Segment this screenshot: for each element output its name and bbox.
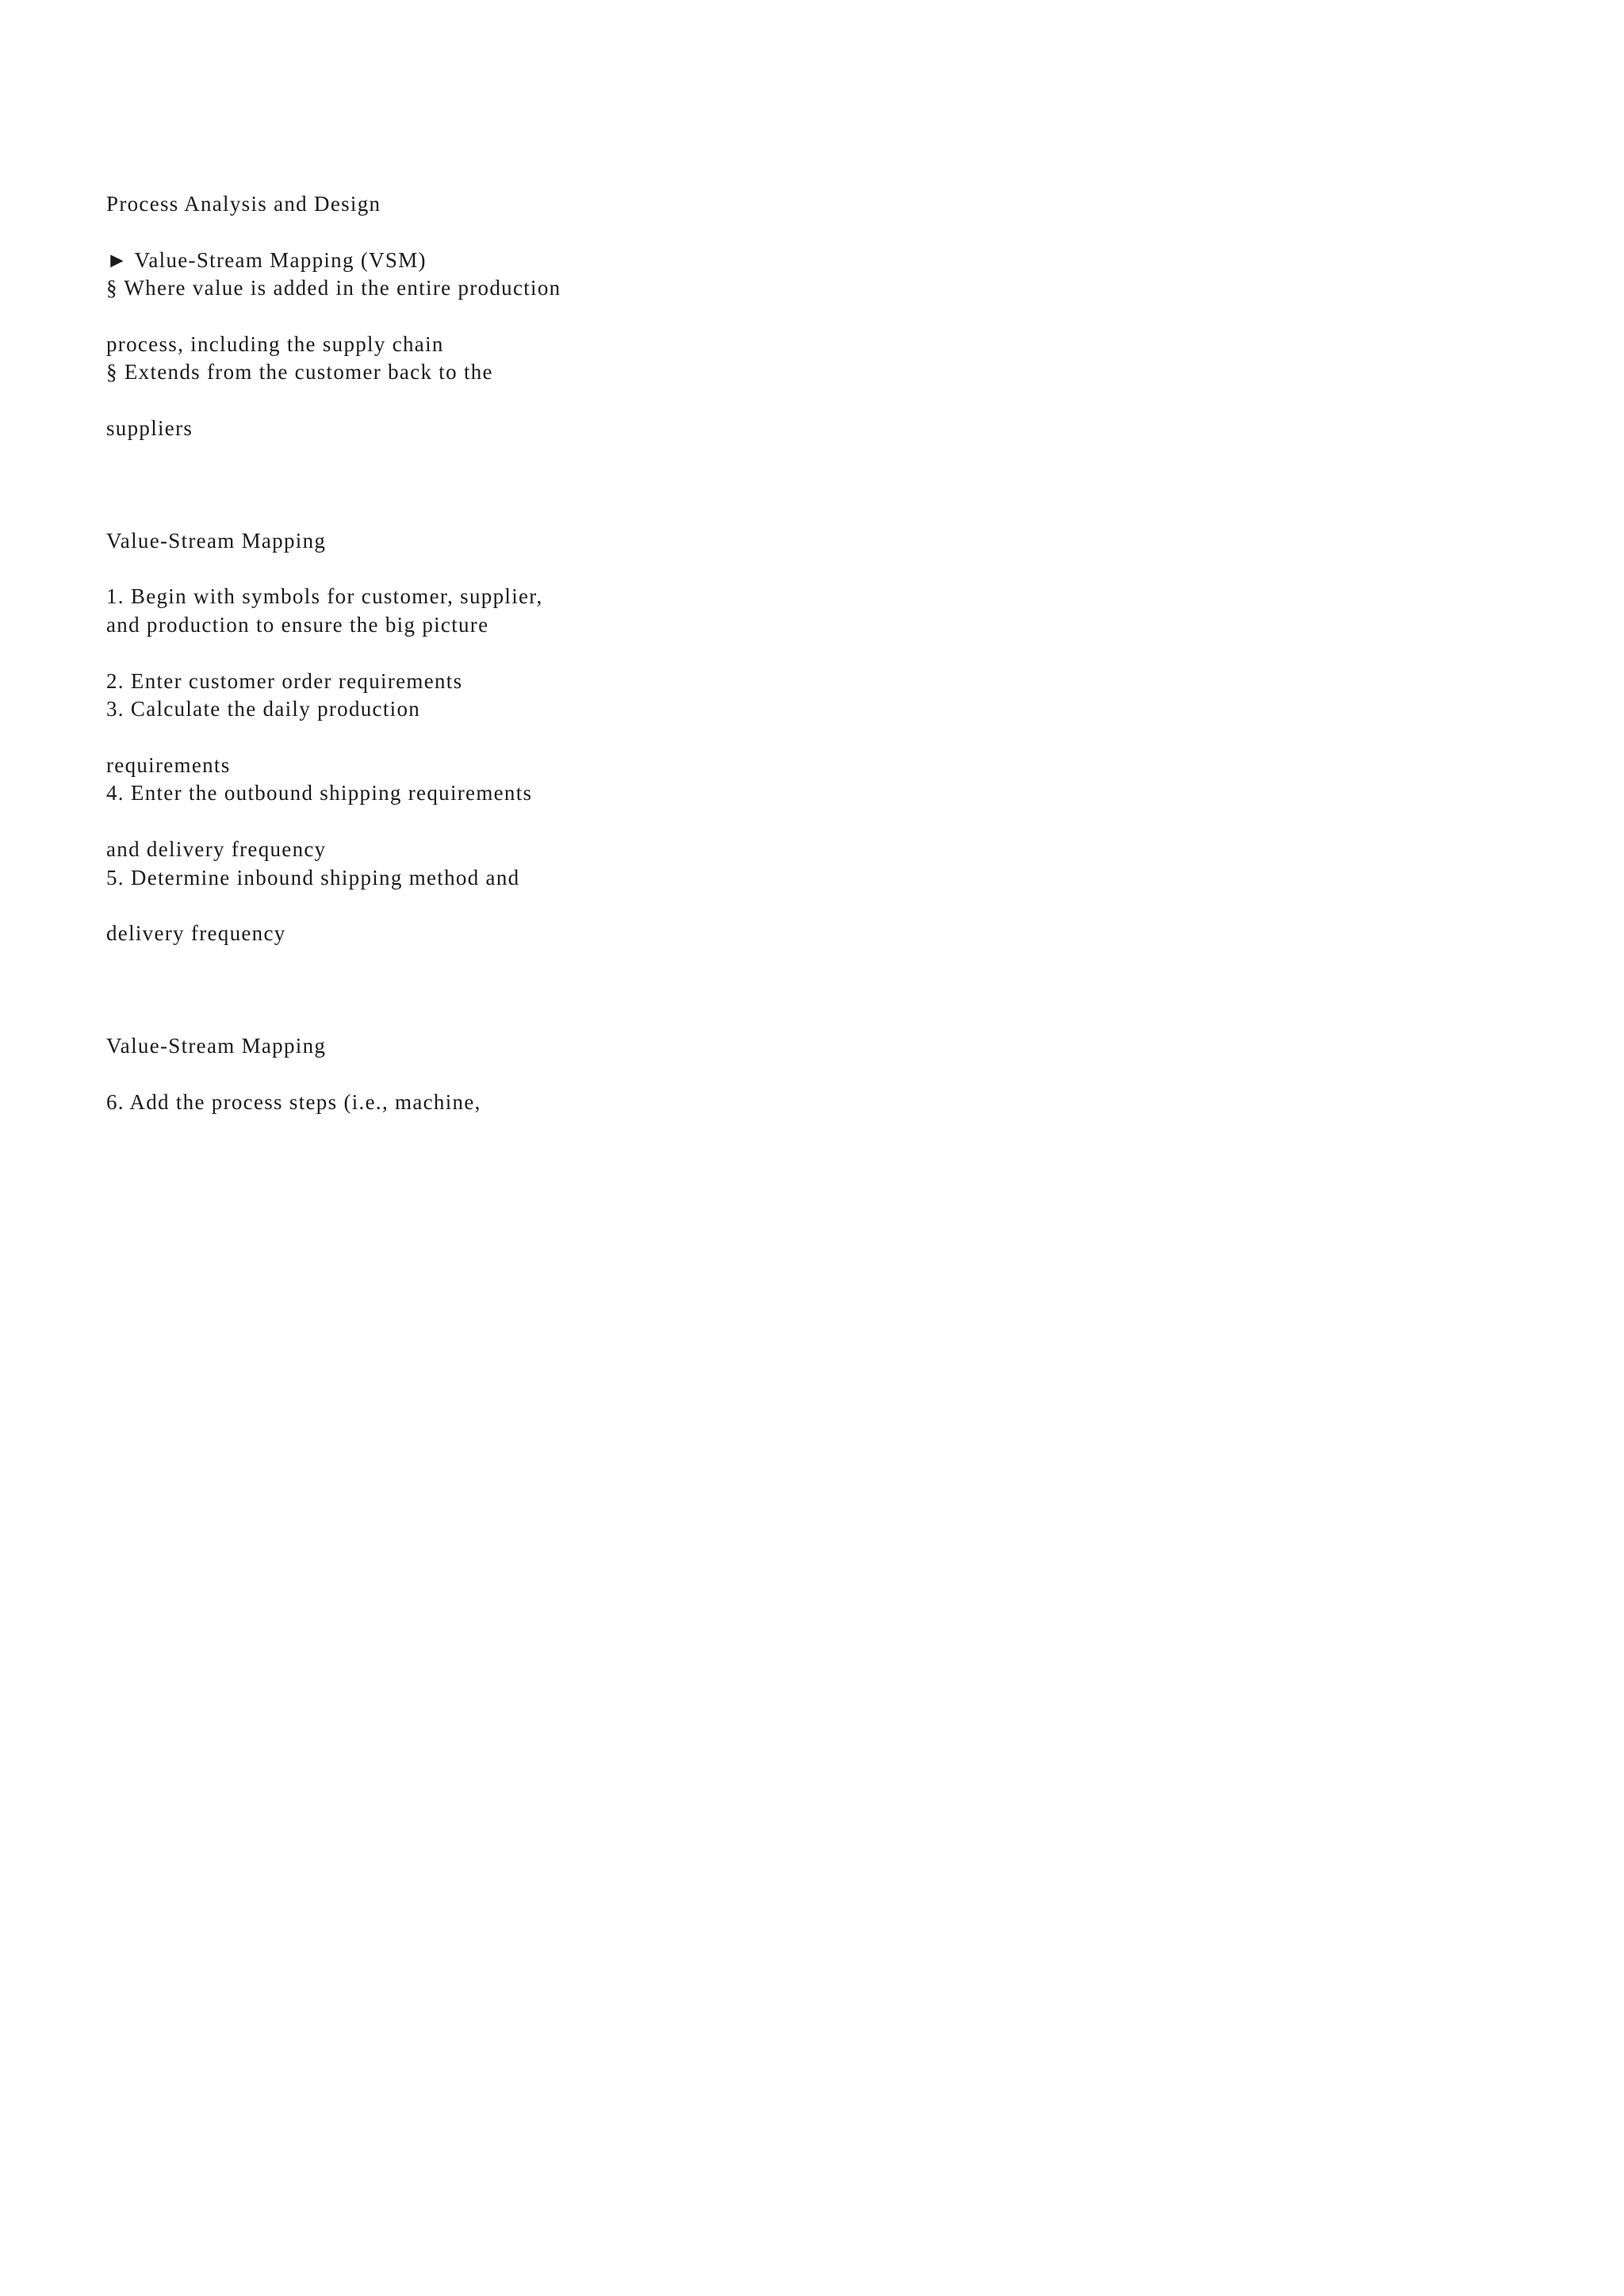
text-line: and production to ensure the big picture: [106, 613, 489, 637]
section-title: Value-Stream Mapping: [106, 1034, 327, 1058]
section-title: Process Analysis and Design: [106, 192, 381, 216]
text-line: § Extends from the customer back to the: [106, 360, 493, 384]
list-item: 1. Begin with symbols for customer, supplier,: [106, 584, 543, 608]
text-line: and delivery frequency: [106, 837, 327, 861]
list-item: 4. Enter the outbound shipping requirements: [106, 781, 533, 805]
text-line: suppliers: [106, 416, 193, 440]
text-line: delivery frequency: [106, 921, 286, 945]
document-page: [0, 0, 872, 1234]
list-item: 6. Add the process steps (i.e., machine,: [106, 1090, 481, 1114]
text-line: requirements: [106, 753, 231, 777]
list-item: 3. Calculate the daily production: [106, 697, 421, 721]
section-title: Value-Stream Mapping: [106, 529, 327, 553]
text-line: process, including the supply chain: [106, 332, 444, 356]
bullet-heading: ► Value-Stream Mapping (VSM): [106, 248, 427, 272]
list-item: 5. Determine inbound shipping method and: [106, 866, 520, 890]
text-line: § Where value is added in the entire production: [106, 276, 561, 300]
list-item: 2. Enter customer order requirements: [106, 669, 463, 693]
